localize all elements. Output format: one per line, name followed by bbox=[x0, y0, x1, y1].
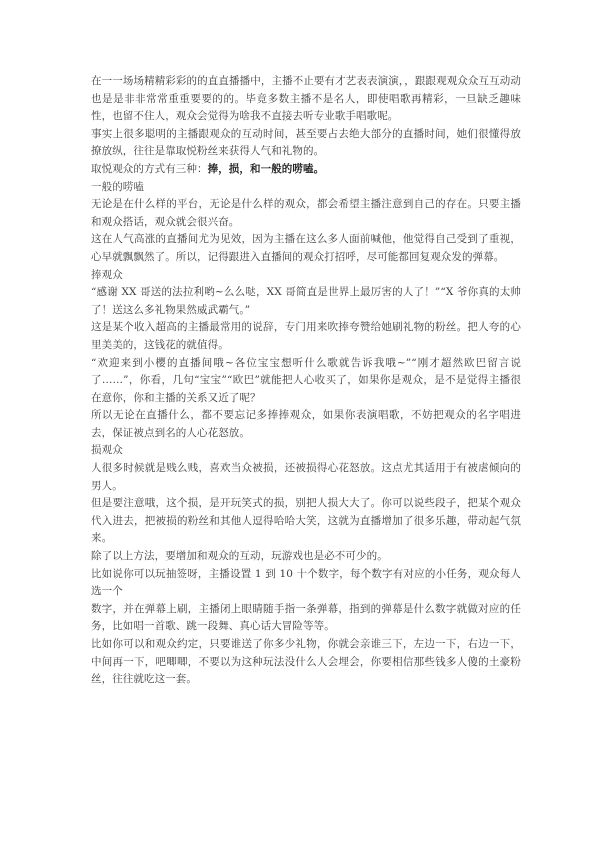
paragraph-games: 除了以上方法，要增加和观众的互动，玩游戏也是必不可少的。 bbox=[91, 550, 388, 563]
document-body bbox=[91, 73, 521, 689]
heading-praise: 捧观众 bbox=[91, 268, 123, 281]
paragraph-three-ways bbox=[91, 161, 521, 179]
paragraph-intro: 在一一场场精精彩彩的的直直播播中，主播不止要有才艺表表演演，，跟跟观观众众互互动动也是是非非常常重重要要的的。毕竟多数主播不是名人，即使唱歌再精彩，一旦缺乏趣味性，也留不住人，观众会觉得为啥我不直接去听专业歌手唱歌呢。 bbox=[91, 75, 521, 123]
paragraph-praise-1: 这是某个收入超高的主播最常用的说辞，专门用来吹捧夸赞给她刷礼物的粉丝。把人夸的心里美美的，这钱花的就值得。 bbox=[91, 321, 521, 351]
three-ways-bold: 捧，损，和一般的唠嗑。 bbox=[207, 162, 325, 175]
paragraph-praise-quote: “感谢 XX 哥送的法拉利哟~么么哒，XX 哥简直是世界上最厉害的人了！”“X 爷你真的太帅了！送这么多礼物果然威武霸气。” bbox=[91, 286, 521, 316]
heading-tease: 损观众 bbox=[91, 444, 123, 457]
paragraph-tease-2: 但是要注意哦，这个损，是开玩笑式的损，别把人损大大了。你可以说些段子，把某个观众代入进去，把被损的粉丝和其他人逗得哈哈大笑，这就为直播增加了很多乐趣，带动起气氛来。 bbox=[91, 497, 521, 545]
paragraph-praise-2: 所以无论在直播什么，都不要忘记多捧捧观众，如果你表演唱歌，不妨把观众的名字唱进去，保证被点到名的人心花怒放。 bbox=[91, 409, 521, 439]
paragraph-interaction-time: 事实上很多聪明的主播跟观众的互动时间，甚至要占去绝大部分的直播时间，她们很懂得放撩放纵，往往是靠取悦粉丝来获得人气和礼物的。 bbox=[91, 127, 521, 158]
paragraph-tease-1: 人很多时候就是贱么贱，喜欢当众被损，还被损得心花怒放。这点尤其适用于有被虐倾向的男人。 bbox=[91, 462, 521, 492]
paragraph-chat-2: 这在人气高涨的直播间尤为见效，因为主播在这么多人面前喊他，他觉得自己受到了重视，心早就飘飘然了。所以，记得跟进入直播间的观众打招呼，尽可能都回复观众发的弹幕。 bbox=[91, 233, 521, 263]
paragraph-gift-game: 比如你可以和观众约定，只要谁送了你多少礼物，你就会亲谁三下，左边一下，右边一下，中间再一下，吧唧唧，不要以为这种玩法没什么人会埋会，你要相信那些钱多人傻的土豪粉丝，往往就吃这一套。 bbox=[91, 638, 521, 686]
paragraph-chat-1: 无论是在什么样的平台，无论是什么样的观众，都会希望主播注意到自己的存在。只要主播和观众搭话，观众就会很兴奋。 bbox=[91, 198, 521, 228]
paragraph-praise-quote-2: “欢迎来到小樱的直播间哦~各位宝宝想听什么歌就告诉我哦~”“刚才超然欧巴留言说了……”，你看，几句“宝宝”“欧巴”就能把人心收买了，如果你是观众，是不是觉得主播很在意你，你和主播的关系又近了呢？ bbox=[91, 356, 521, 404]
heading-chat: 一般的唠嗑 bbox=[91, 180, 144, 193]
paragraph-lottery-1: 比如说你可以玩抽签呀，主播设置 1 到 10 十个数字，每个数字有对应的小任务，观众每人选一个 bbox=[91, 567, 521, 598]
paragraph-lottery-2: 数字，并在弹幕上刷，主播闭上眼睛随手指一条弹幕，指到的弹幕是什么数字就做对应的任务，比如唱一首歌、跳一段舞、真心话大冒险等等。 bbox=[91, 602, 521, 633]
three-ways-lead: 取悦观众的方式有三种： bbox=[91, 162, 208, 175]
